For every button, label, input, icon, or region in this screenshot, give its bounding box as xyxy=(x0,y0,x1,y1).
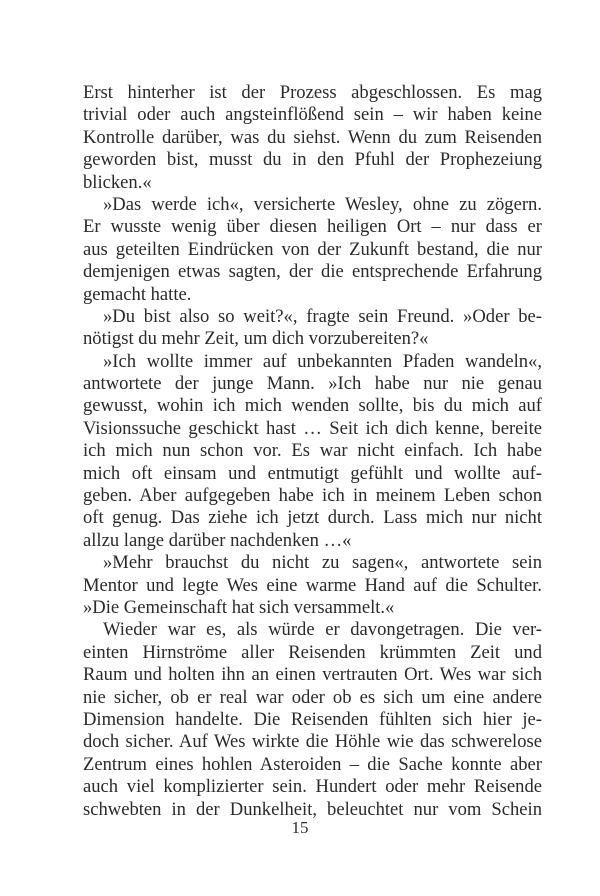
text-line: Mentor und legte Wes eine warme Hand auf die Schulter. xyxy=(83,574,542,596)
text-line: geworden bist, musst du in den Pfuhl der Prophezeiung xyxy=(83,149,542,171)
text-line: ich mich nun schon vor. Es war nicht einfach. Ich habe xyxy=(83,440,542,462)
text-line: Er wusste wenig über diesen heiligen Ort – nur dass er xyxy=(83,216,542,238)
text-line: aus geteilten Eindrücken von der Zukunft bestand, die nur xyxy=(83,238,542,260)
text-line: allzu lange darüber nachdenken …« xyxy=(83,529,352,551)
text-line: gemacht hatte. xyxy=(83,283,192,305)
text-line: »Du bist also so weit?«, fragte sein Freund. »Oder be- xyxy=(103,305,542,327)
text-line: demjenigen etwas sagten, der die entsprechende Erfahrung xyxy=(83,261,542,283)
text-line: mich oft einsam und entmutigt gefühlt und wollte auf- xyxy=(83,462,542,484)
text-line: »Mehr brauchst du nicht zu sagen«, antwortete sein xyxy=(103,552,542,574)
text-line: Raum und holten ihn an einen vertrauten Ort. Wes war sich xyxy=(83,664,542,686)
text-line: trivial oder auch angsteinflößend sein – wir haben keine xyxy=(83,104,542,126)
text-line: nie sicher, ob er real war oder ob es sich um eine andere xyxy=(83,686,542,708)
text-line: antwortete der junge Mann. »Ich habe nur nie genau xyxy=(83,373,542,395)
text-line: Visionssuche geschickt hast … Seit ich dich kenne, bereite xyxy=(83,417,542,439)
text-line: geben. Aber aufgegeben habe ich in meinem Leben schon xyxy=(83,485,542,507)
page-number: 15 xyxy=(291,818,309,837)
body-text xyxy=(83,82,542,821)
text-line: blicken.« xyxy=(83,171,152,193)
text-line: schwebten in der Dunkelheit, beleuchtet nur vom Schein xyxy=(83,798,542,820)
text-line: Wieder war es, als würde er davongetragen. Die ver- xyxy=(103,619,542,641)
text-line: Zentrum eines hohlen Asteroiden – die Sache konnte aber xyxy=(83,753,542,775)
text-line: doch sicher. Auf Wes wirkte die Höhle wie das schwerelose xyxy=(83,731,542,753)
text-line: gewusst, wohin ich mich wenden sollte, bis du mich auf xyxy=(83,395,542,417)
text-line: nötigst du mehr Zeit, um dich vorzubereiten?« xyxy=(83,328,429,350)
text-line: oft genug. Das ziehe ich jetzt durch. Lass mich nur nicht xyxy=(83,507,542,529)
text-line: auch viel komplizierter sein. Hundert oder mehr Reisende xyxy=(83,776,542,798)
text-line: »Das werde ich«, versicherte Wesley, ohne zu zögern. xyxy=(103,193,542,215)
text-line: Erst hinterher ist der Prozess abgeschlossen. Es mag xyxy=(83,82,542,103)
text-line: »Die Gemeinschaft hat sich versammelt.« xyxy=(83,596,395,618)
text-line: Dimension handelte. Die Reisenden fühlten sich hier je- xyxy=(83,708,542,730)
text-line: einten Hirnströme aller Reisenden krümmten Zeit und xyxy=(83,641,542,663)
text-line: Kontrolle darüber, was du siehst. Wenn du zum Reisenden xyxy=(83,126,542,148)
text-line: »Ich wollte immer auf unbekannten Pfaden wandeln«, xyxy=(103,350,542,372)
